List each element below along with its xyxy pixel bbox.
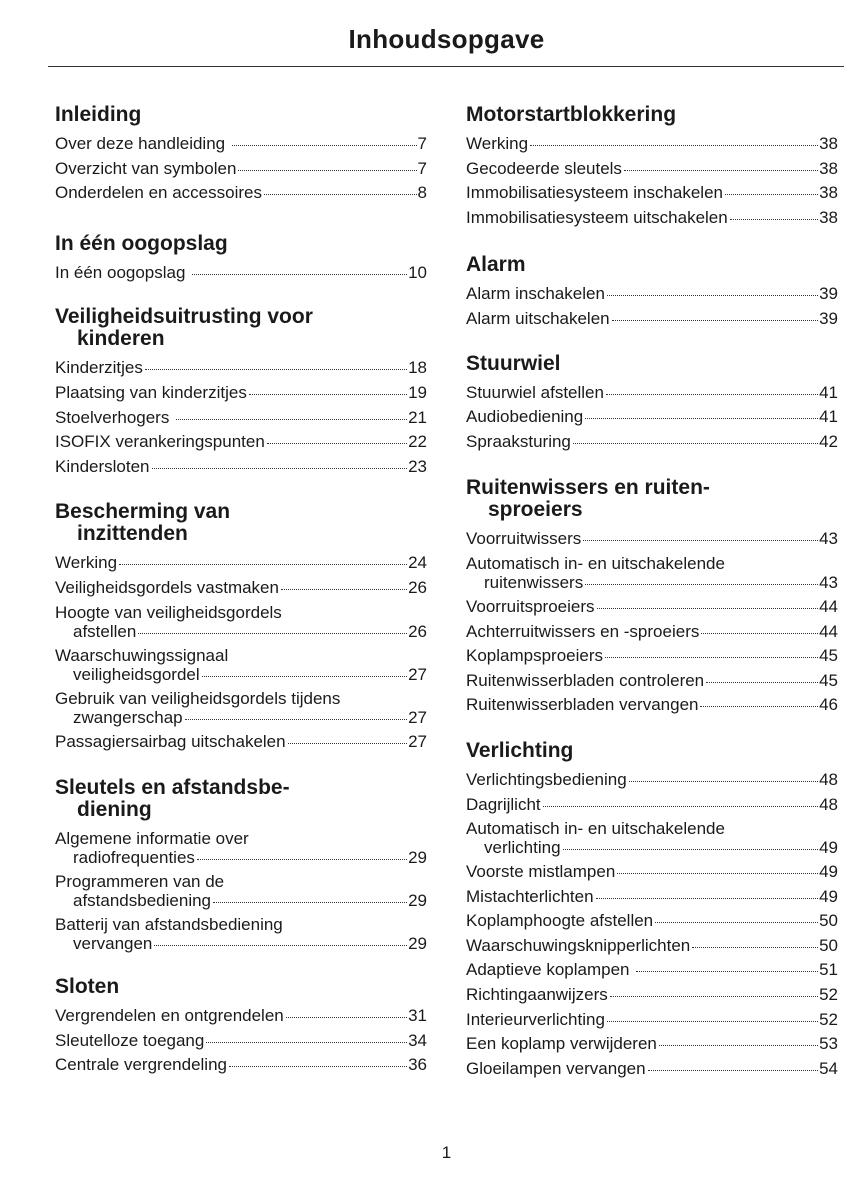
entry-page-number: 19 [408,382,427,402]
entry-page-number: 7 [417,134,427,153]
toc-entry[interactable] [466,405,838,430]
entry-page-number: 18 [408,358,427,378]
toc-entry[interactable] [466,693,838,718]
toc-column-left [55,104,427,1078]
toc-entries [466,282,838,331]
toc-entries [55,551,427,754]
dot-leader [264,194,417,195]
entry-title: radiofrequenties [73,848,195,868]
entry-title: Programmeren van de [55,872,225,892]
entry-page-number: 50 [819,935,838,955]
section-title [466,353,838,375]
toc-entry[interactable] [466,793,838,818]
toc-entry[interactable] [55,132,427,157]
toc-entries [466,527,838,718]
toc-entry[interactable] [466,527,838,552]
entry-page-number: 39 [819,308,838,328]
toc-column-right [466,104,838,1081]
entry-title: afstandsbediening [73,891,212,911]
toc-entry[interactable] [55,381,427,406]
entry-title: ruitenwissers [484,572,584,592]
entry-page-number: 39 [819,284,838,304]
toc-entry[interactable] [55,576,427,601]
toc-entry[interactable] [466,669,838,694]
toc-entry[interactable] [466,644,838,669]
entry-page-number: 49 [819,862,838,882]
dot-leader [197,859,407,860]
toc-entry[interactable] [55,406,427,431]
toc-entries [55,261,427,286]
entry-title: verlichting [484,838,561,858]
section-title [55,306,427,350]
dot-leader [585,584,818,585]
entry-page-number: 49 [819,838,838,858]
title-divider [48,66,844,67]
dot-leader [206,1042,407,1043]
entry-title: Gebruik van veiligheidsgordels tijdens [55,688,341,708]
entry-title: zwangerschap [73,707,183,727]
toc-entry[interactable] [466,983,838,1008]
entry-page-number: 29 [408,934,427,954]
entry-title: Stuurwiel afstellen [466,382,604,402]
entry-page-number: 44 [819,621,838,641]
entry-page-number: 52 [819,985,838,1005]
entry-title: Vergrendelen en ontgrendelen [55,1006,284,1026]
toc-entry[interactable] [466,206,838,231]
entry-page-number: 46 [819,695,838,715]
entry-page-number: 50 [819,911,838,931]
toc-section [466,353,838,455]
entry-page-number: 44 [819,596,838,616]
dot-leader [249,394,407,395]
entry-title: Alarm uitschakelen [466,308,610,328]
toc-entry[interactable] [55,1053,427,1078]
entry-title: Voorruitwissers [466,529,582,549]
dot-leader [706,682,818,683]
entry-page-number: 45 [819,670,838,690]
entry-page-number: 38 [819,207,838,227]
entry-page-number: 31 [408,1006,427,1026]
toc-entries [466,132,838,230]
entry-page-number: 8 [417,183,427,203]
entry-page-number: 49 [819,886,838,906]
dot-leader [607,295,818,296]
section-title-line: Motorstartblokkering [466,103,677,126]
entry-title: Centrale vergrendeling [55,1055,227,1075]
entry-title: Immobilisatiesysteem inschakelen [466,183,723,203]
entry-title: Stoelverhogers [55,407,175,427]
entry-title: Voorste mistlampen [466,862,616,882]
entry-page-number: 48 [819,794,838,814]
entry-title: Spraaksturing [466,431,571,451]
entry-title: Werking [55,553,118,573]
section-title [55,233,427,255]
dot-leader [585,418,818,419]
toc-entry[interactable] [466,430,838,455]
dot-leader [648,1070,819,1071]
dot-leader [185,719,407,720]
entry-page-number: 29 [408,891,427,911]
section-title-line: Sloten [55,975,120,999]
dot-leader [606,394,818,395]
dot-leader [238,170,416,171]
page-number: 1 [441,1143,452,1162]
toc-section [55,104,427,206]
toc-section [55,501,427,754]
entry-page-number: 21 [408,407,427,427]
dot-leader [605,657,818,658]
toc-entry[interactable] [55,601,427,644]
entry-title: vervangen [73,934,153,954]
toc-entry[interactable] [55,356,427,381]
section-title-line: In één oogopslag [55,231,228,255]
section-title-line: Stuurwiel [466,351,561,375]
dot-leader [730,219,818,220]
section-title-line: kinderen [77,327,165,351]
entry-page-number: 36 [408,1055,427,1075]
toc-entry[interactable] [466,132,838,157]
entry-page-number: 45 [819,646,838,666]
entry-title: Onderdelen en accessoires [55,183,262,203]
toc-entry[interactable] [466,860,838,885]
toc-entries [466,381,838,455]
entry-page-number: 29 [408,848,427,868]
entry-title: Gecodeerde sleutels [466,158,622,178]
entry-title: Kinderzitjes [55,358,143,378]
section-title-line: Ruitenwissers en ruiten- [466,476,710,500]
toc-section [55,233,427,286]
dot-leader [286,1017,407,1018]
dot-leader [583,540,818,541]
toc-entry[interactable] [466,595,838,620]
toc-entry[interactable] [466,282,838,307]
entry-page-number: 10 [408,262,427,282]
dot-leader [563,849,819,850]
toc-entry[interactable] [466,885,838,910]
toc-entries [55,132,427,206]
page-title: Inhoudsopgave [348,24,545,54]
dot-leader [288,743,407,744]
toc-section [466,740,838,1082]
toc-entry[interactable] [466,909,838,934]
section-title-line: Inleiding [55,103,142,126]
entry-title: In één oogopslag [55,262,191,282]
entry-title: Verlichtingsbediening [466,769,627,789]
dot-leader [655,922,818,923]
toc-section [466,104,838,230]
toc-entry[interactable] [466,552,838,595]
entry-title: Mistachterlichten [466,886,594,906]
entry-title: Audiobediening [466,407,584,427]
section-title-line: sproeiers [488,498,583,522]
entry-page-number: 54 [819,1058,838,1078]
dot-leader [176,419,407,420]
dot-leader [692,947,818,948]
toc-entries [55,356,427,479]
entry-title: Een koplamp verwijderen [466,1034,657,1054]
toc-entry[interactable] [55,730,427,755]
entry-title: Voorruitsproeiers [466,596,595,616]
entry-title: Automatisch in- en uitschakelende [466,819,725,839]
entry-page-number: 48 [819,769,838,789]
section-title-line: Verlichting [466,738,574,762]
toc-section [466,477,838,718]
toc-entry[interactable] [55,644,427,687]
dot-leader [636,971,818,972]
entry-page-number: 26 [408,621,427,641]
entry-title: Waarschuwingsknipperlichten [466,935,691,955]
toc-entry[interactable] [55,455,427,480]
dot-leader [607,1021,818,1022]
toc-section [55,306,427,479]
dot-leader [192,274,407,275]
dot-leader [281,589,407,590]
entry-page-number: 27 [408,707,427,727]
section-title-line: Alarm [466,253,526,277]
entry-page-number: 38 [819,134,838,153]
entry-page-number: 27 [408,664,427,684]
dot-leader [530,145,818,146]
toc-entries [466,768,838,1082]
dot-leader [267,443,407,444]
entry-title: Overzicht van symbolen [55,158,237,178]
entry-page-number: 51 [819,960,838,980]
entry-title: Kindersloten [55,456,150,476]
toc-entry[interactable] [466,1008,838,1033]
toc-entry[interactable] [466,768,838,793]
entry-page-number: 23 [408,456,427,476]
section-title [466,740,838,762]
entry-title: Koplampsproeiers [466,646,604,666]
toc-entry[interactable] [55,1029,427,1054]
toc-entries [55,827,427,956]
entry-title: Veiligheidsgordels vastmaken [55,577,279,597]
entry-title: Dagrijlicht [466,794,541,814]
toc-entry[interactable] [55,181,427,206]
dot-leader [701,633,818,634]
entry-title: Gloeilampen vervangen [466,1058,646,1078]
section-title-line: Veiligheidsuitrusting voor [55,305,313,329]
entry-page-number: 24 [408,553,427,573]
entry-page-number: 26 [408,577,427,597]
dot-leader [543,806,818,807]
dot-leader [202,676,407,677]
toc-entries [55,1004,427,1078]
dot-leader [154,945,407,946]
toc-entry[interactable] [466,181,838,206]
toc-entry[interactable] [466,817,838,860]
toc-entry[interactable] [55,1004,427,1029]
toc-entry[interactable] [466,1057,838,1082]
entry-page-number: 43 [819,529,838,549]
toc-entry[interactable] [466,157,838,182]
toc-entry[interactable] [466,620,838,645]
dot-leader [610,996,818,997]
toc-entry[interactable] [55,870,427,913]
entry-title: Adaptieve koplampen [466,960,635,980]
entry-page-number: 41 [819,382,838,402]
toc-entry[interactable] [466,934,838,959]
entry-title: Passagiersairbag uitschakelen [55,731,286,751]
dot-leader [612,320,818,321]
toc-entry[interactable] [466,1032,838,1057]
section-title [466,104,838,126]
entry-title: afstellen [73,621,137,641]
entry-title: Ruitenwisserbladen vervangen [466,695,699,715]
entry-page-number: 7 [417,158,427,178]
section-title-line: inzittenden [77,522,188,546]
entry-page-number: 53 [819,1034,838,1054]
dot-leader [725,194,818,195]
section-title [55,976,427,998]
section-title [466,254,838,276]
entry-title: Richtingaanwijzers [466,985,608,1005]
toc-entry[interactable] [466,307,838,332]
entry-title: Sleutelloze toegang [55,1030,205,1050]
entry-page-number: 42 [819,431,838,451]
toc-entry[interactable] [466,381,838,406]
entry-title: Plaatsing van kinderzitjes [55,382,247,402]
toc-entry[interactable] [55,430,427,455]
dot-leader [152,468,408,469]
entry-title: Immobilisatiesysteem uitschakelen [466,207,728,227]
entry-title: Interieurverlichting [466,1009,605,1029]
entry-title: Ruitenwisserbladen controleren [466,670,705,690]
toc-entry[interactable] [55,687,427,730]
entry-page-number: 22 [408,432,427,452]
toc-entry[interactable] [55,551,427,576]
dot-leader [229,1066,407,1067]
section-title-line: Sleutels en afstandsbe- [55,776,290,800]
entry-page-number: 34 [408,1030,427,1050]
entry-title: Koplamphoogte afstellen [466,911,654,931]
entry-title: Hoogte van veiligheidsgordels [55,602,282,622]
entry-title: Automatisch in- en uitschakelende [466,553,725,573]
entry-page-number: 43 [819,572,838,592]
toc-entry[interactable] [55,157,427,182]
entry-page-number: 41 [819,407,838,427]
toc-entry[interactable] [466,958,838,983]
dot-leader [138,633,407,634]
dot-leader [617,873,818,874]
section-title [466,477,838,521]
section-title [55,777,427,821]
dot-leader [700,706,818,707]
entry-title: Waarschuwingssignaal [55,645,229,665]
entry-title: Batterij van afstandsbediening [55,915,283,935]
dot-leader [145,369,407,370]
toc-entry[interactable] [55,913,427,956]
dot-leader [597,608,819,609]
entry-title: Alarm inschakelen [466,284,605,304]
toc-entry[interactable] [55,261,427,286]
section-title [55,501,427,545]
entry-title: ISOFIX verankeringspunten [55,432,265,452]
section-title-line: Bescherming van [55,500,231,524]
entry-title: Over deze handleiding [55,134,230,153]
entry-page-number: 38 [819,158,838,178]
dot-leader [659,1045,818,1046]
entry-title: Algemene informatie over [55,829,249,849]
toc-entry[interactable] [55,827,427,870]
dot-leader [624,170,818,171]
toc-section [55,777,427,956]
entry-title: Achterruitwissers en -sproeiers [466,621,700,641]
dot-leader [232,145,417,146]
section-title [55,104,427,126]
section-title-line: diening [77,798,152,822]
dot-leader [629,781,818,782]
entry-page-number: 27 [408,731,427,751]
toc-section [466,254,838,331]
dot-leader [573,443,818,444]
toc-section [55,976,427,1078]
entry-title: veiligheidsgordel [73,664,200,684]
entry-page-number: 38 [819,183,838,203]
dot-leader [596,898,819,899]
entry-title: Werking [466,134,529,153]
entry-page-number: 52 [819,1009,838,1029]
dot-leader [213,902,407,903]
dot-leader [119,564,407,565]
